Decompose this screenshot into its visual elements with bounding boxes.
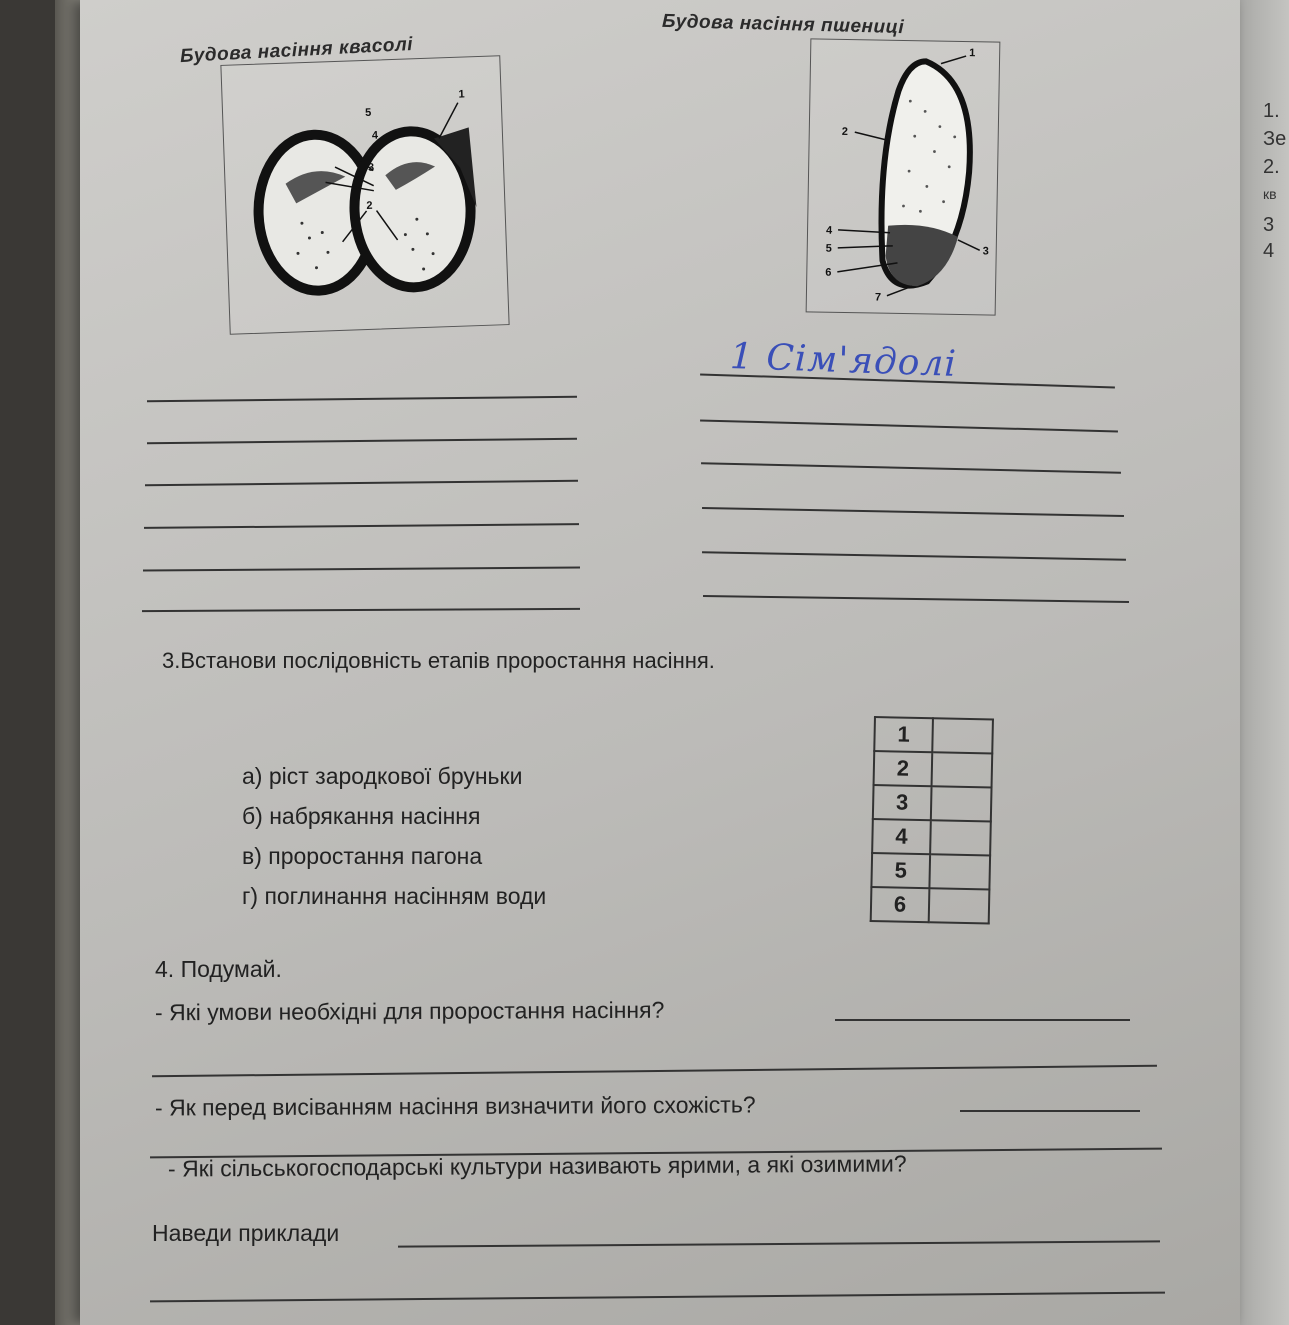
task4-heading: 4. Подумай. [155,956,282,982]
grid-number: 2 [874,751,933,786]
wheat-seed-figure [806,38,1001,315]
adjacent-page-fragment: 3 [1263,214,1275,236]
bean-label: 2 [366,199,373,212]
grid-row [873,785,992,821]
task4-question-3: - Які сільськогосподарські культури називають ярими, а які озимими? [167,1150,907,1182]
wheat-figure-title: Будова насіння пшениці [661,10,905,39]
wheat-label: 6 [825,266,832,279]
grid-row [874,717,993,753]
wheat-label: 1 [969,47,976,60]
bean-label: 3 [367,161,375,174]
grid-answer-cell[interactable] [932,718,993,753]
grid-number: 1 [874,717,933,752]
grid-answer-cell[interactable] [932,752,993,787]
task3-option-c: в) проростання пагона [242,843,483,869]
wheat-label: 5 [825,242,832,255]
grid-row [874,751,993,787]
grid-row [871,887,990,923]
grid-answer-cell[interactable] [931,786,992,821]
task3-heading: 3.Встанови послідовність етапів проростання насіння. [162,648,715,673]
bean-label: 1 [458,88,465,101]
grid-number: 4 [872,819,931,854]
q1-answer-line[interactable] [835,1019,1130,1021]
grid-number: 6 [871,887,930,922]
grid-row [872,819,991,855]
adjacent-page-fragment: Зе [1263,128,1287,150]
task4-question-1: - Які умови необхідні для проростання насіння? [154,996,665,1026]
grid-answer-cell[interactable] [929,854,990,889]
bean-seed-figure [220,55,509,335]
task4-question-3-cont: Наведи приклади [152,1220,340,1246]
wheat-label: 2 [841,125,849,139]
bean-figure-title: Будова насіння квасолі [179,33,414,68]
adjacent-page-fragment: 1. [1263,100,1280,122]
wheat-label: 4 [825,224,833,237]
adjacent-page [1235,0,1289,1325]
wheat-label: 7 [874,291,882,304]
task3-option-a: а) ріст зародкової бруньки [242,763,523,789]
handwritten-answer: 1 Сім'ядолі [729,336,958,385]
wheat-label: 3 [982,245,989,258]
sequence-answer-grid [870,716,994,924]
task4-question-2: - Як перед висіванням насіння визначити його схожість? [154,1091,756,1121]
grid-answer-cell[interactable] [930,820,991,855]
grid-answer-cell[interactable] [929,888,990,923]
grid-number: 3 [873,785,932,820]
task3-option-b: б) набрякання насіння [242,803,481,829]
q2-answer-line[interactable] [960,1110,1140,1112]
adjacent-page-fragment: 4 [1263,240,1275,262]
bean-seed-drawing [221,56,508,334]
grid-number: 5 [871,853,930,888]
bean-label: 4 [371,129,379,142]
task3-option-d: г) поглинання насінням води [242,883,547,909]
wheat-seed-drawing [807,39,1000,314]
adjacent-page-fragment: 2. [1263,156,1280,178]
adjacent-page-fragment: кв [1263,186,1277,202]
grid-row [871,853,990,889]
bean-label: 5 [364,106,372,119]
